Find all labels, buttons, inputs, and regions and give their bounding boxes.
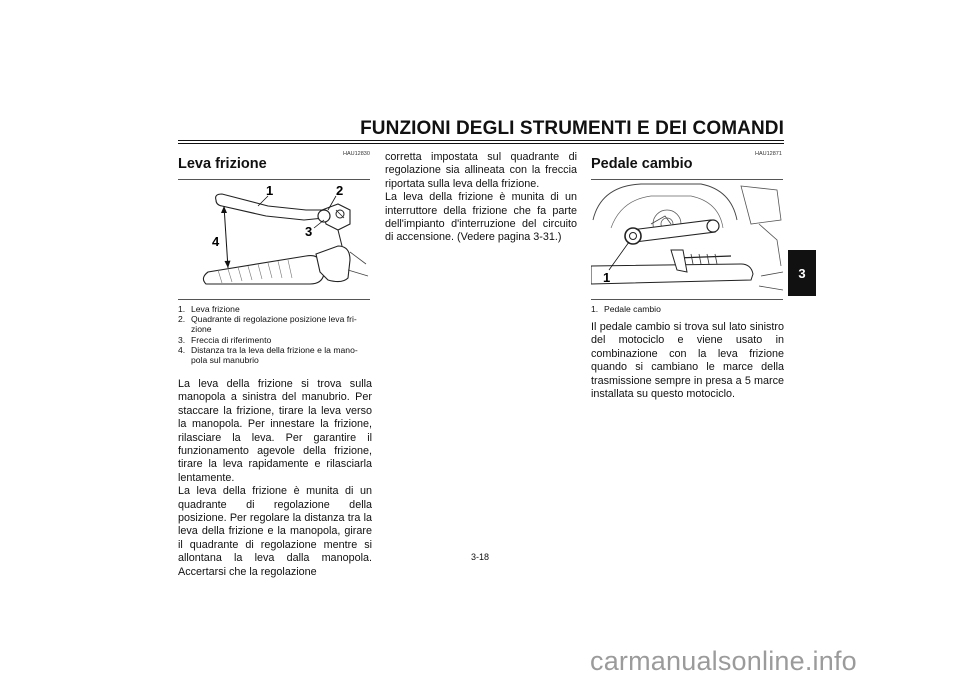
- shift-pedal-figure: [591, 179, 783, 300]
- paragraph: La leva della frizione si trova sulla manopola a sinistra del manubrio. Per staccare la frizione, tirare la leva verso la manopola. Per innestare la frizione, rilasciare la leva. Per garantire il funzionamento agevole della frizione, tirare la leva rapidamente e rilasciarla lentamente.: [178, 378, 372, 484]
- shift-section-code: HAU12871: [755, 151, 782, 157]
- clutch-callout-1: 1: [266, 183, 274, 198]
- shift-body: [591, 321, 784, 401]
- header-rule: [178, 140, 784, 141]
- clutch-lever-figure: [178, 179, 370, 300]
- header-rule-thin: [178, 143, 784, 144]
- watermark-text: carmanualsonline.info: [590, 646, 857, 676]
- clutch-figure-legend: [178, 304, 374, 365]
- shift-callout-1: 1: [603, 270, 611, 285]
- clutch-callout-2: 2: [336, 183, 344, 198]
- clutch-lever-illustration: [178, 180, 370, 299]
- page-number: 3-18: [470, 552, 489, 562]
- legend-item: 1. Pedale cambio: [591, 304, 661, 314]
- clutch-section-title: Leva frizione: [178, 156, 267, 172]
- clutch-body-col1: [178, 378, 372, 579]
- clutch-callout-4: 4: [212, 234, 220, 249]
- clutch-body-col2: [385, 151, 577, 245]
- paragraph: La leva della frizione è munita di un quadrante di regolazione della posizione. Per regolare la distanza tra la leva della frizione e la manopola, girare il quadrante di regolazione mentre si allontana la leva dalla manopola. Accertarsi che la regolazione: [178, 485, 372, 578]
- page-header-title: FUNZIONI DEGLI STRUMENTI E DEI COMANDI: [360, 118, 784, 139]
- paragraph: Il pedale cambio si trova sul lato sinistro del motociclo e viene usato in combinazione con la leva frizione quando si cambiano le marce della trasmissione sempre in presa a 5 marce installata su questo motociclo.: [591, 321, 784, 401]
- clutch-callout-3: 3: [305, 224, 313, 239]
- clutch-section-code: HAU12830: [343, 151, 370, 157]
- legend-item: 4. Distanza tra la leva della frizione e la mano- pola sul manubrio: [178, 344, 358, 366]
- shift-section-title: Pedale cambio: [591, 156, 693, 172]
- legend-item: 1. Leva frizione: [178, 304, 240, 314]
- shift-figure-legend: [591, 304, 787, 314]
- paragraph: corretta impostata sul quadrante di regolazione sia allineata con la freccia riportata sulla leva della frizione.: [385, 151, 577, 190]
- legend-item: 3. Freccia di riferimento: [178, 334, 272, 345]
- legend-item: 2. Quadrante di regolazione posizione leva fri- zione: [178, 314, 357, 335]
- chapter-tab[interactable]: 3: [788, 250, 816, 296]
- paragraph: La leva della frizione è munita di un interruttore della frizione che fa parte dell'impianto d'interruzione del circuito di accensione. (Vedere pagina 3-31.): [385, 191, 577, 244]
- shift-pedal-illustration: [591, 180, 783, 299]
